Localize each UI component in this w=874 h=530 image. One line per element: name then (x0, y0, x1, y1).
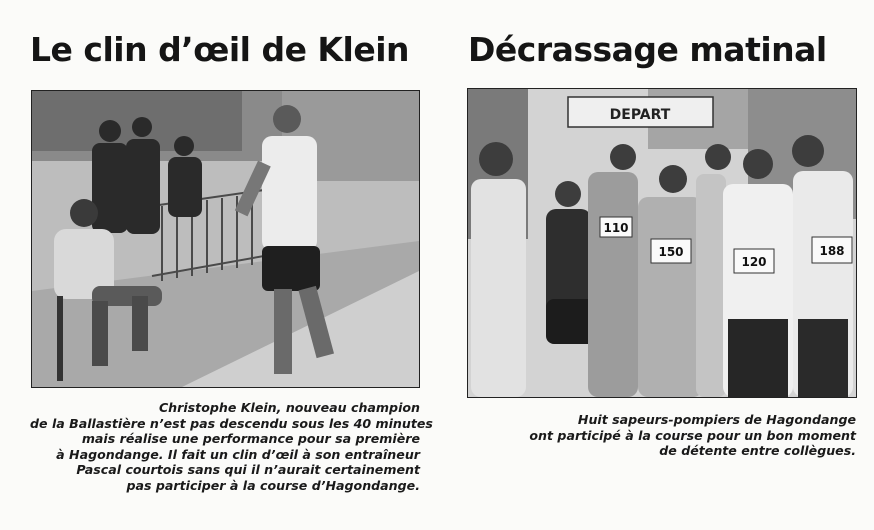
bib-120: 120 (741, 255, 767, 269)
caption-line: Pascal courtois sans qui il n’aurait certainement (76, 462, 420, 478)
caption-line: pas participer à la course d’Hagondange. (126, 477, 420, 493)
caption-line: Christophe Klein, nouveau champion (158, 400, 420, 415)
bib-110: 110 (603, 221, 629, 235)
right-photo-caption (466, 412, 856, 459)
caption-line: de la Ballastière n’est pas descendu sous les 40 minutes (30, 415, 433, 431)
caption-line: de détente entre collègues. (659, 443, 856, 459)
bib-150: 150 (658, 245, 684, 259)
left-photo-caption (30, 400, 433, 494)
runner-photo-image (32, 91, 419, 387)
caption-line: à Hagondange. Il fait un clin d’œil à son entraîneur (56, 446, 420, 462)
right-article-headline: Décrassage matinal (468, 30, 827, 69)
firefighters-photo (467, 88, 857, 398)
firefighters-photo-image (468, 89, 856, 397)
caption-line: ont participé à la course pour un bon moment (529, 427, 856, 443)
runner-photo (31, 90, 420, 388)
start-banner-text: DEPART (609, 107, 671, 123)
caption-line: Huit sapeurs-pompiers de Hagondange (577, 412, 856, 427)
left-article-headline: Le clin d’œil de Klein (30, 30, 410, 69)
caption-line: mais réalise une performance pour sa première (81, 431, 420, 447)
bib-188: 188 (819, 244, 845, 258)
